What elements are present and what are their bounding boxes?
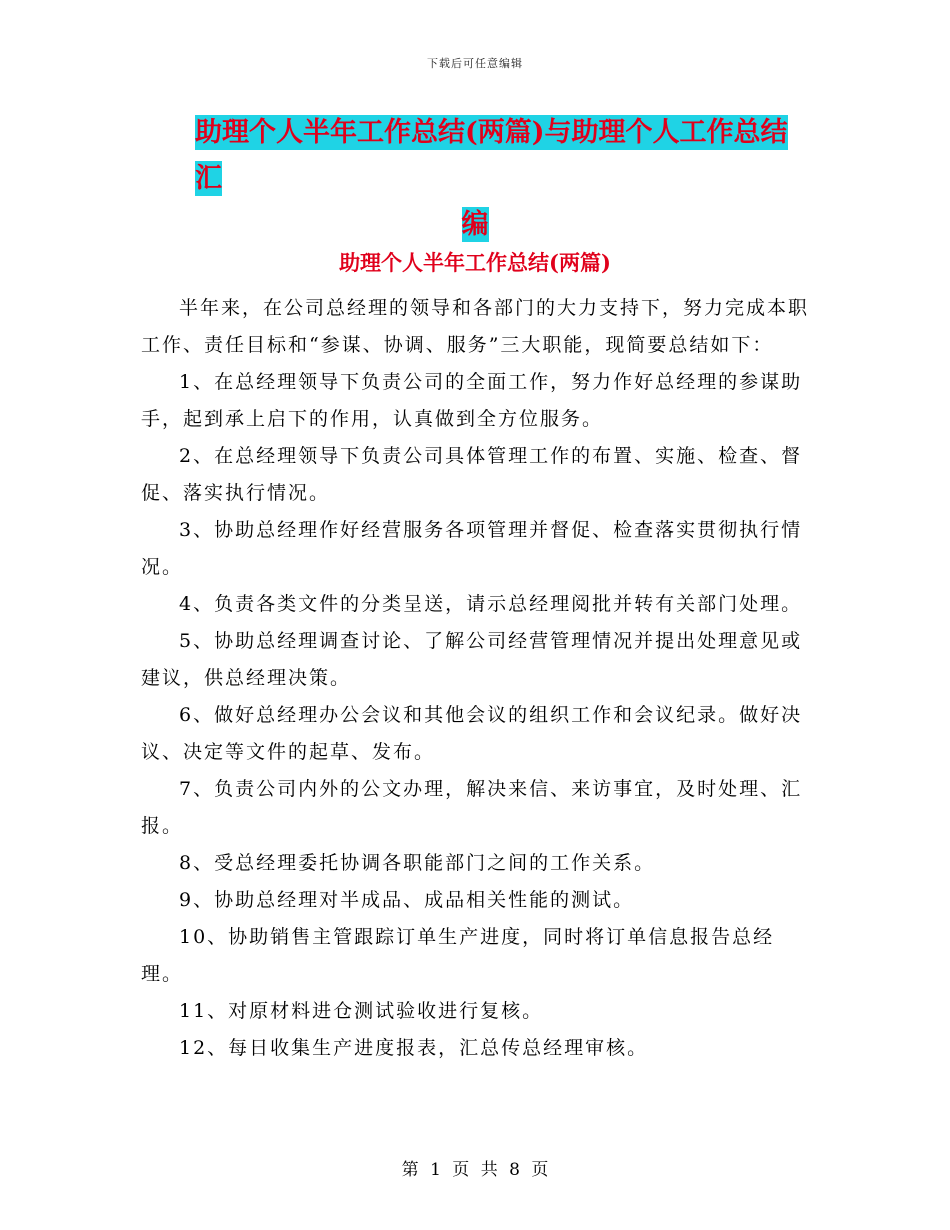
paragraph-intro: 半年来，在公司总经理的领导和各部门的大力支持下，努力完成本职工作、责任目标和“参谋、协调、服务”三大职能，现简要总结如下： [141,297,810,356]
paragraph-item: 2、在总经理领导下负责公司具体管理工作的布置、实施、检查、督促、落实执行情况。 [141,445,803,504]
paragraph-item: 12、每日收集生产进度报表，汇总传总经理审核。 [179,1037,649,1059]
paragraph-item: 6、做好总经理办公会议和其他会议的组织工作和会议纪录。做好决议、决定等文件的起草、发布。 [141,704,803,763]
paragraph-item: 1、在总经理领导下负责公司的全面工作，努力作好总经理的参谋助手，起到承上启下的作用，认真做到全方位服务。 [141,371,803,430]
page-number-footer: 第 1 页 共 8 页 [401,1160,549,1180]
page-header-note: 下载后可任意编辑 [427,57,523,70]
paragraph-item: 3、协助总经理作好经营服务各项管理并督促、检查落实贯彻执行情况。 [141,519,803,578]
document-title-line1: 助理个人半年工作总结(两篇)与助理个人工作总结汇 [195,117,788,194]
document-body [141,290,811,1067]
paragraph-item: 8、受总经理委托协调各职能部门之间的工作关系。 [179,852,656,874]
paragraph-item: 10、协助销售主管跟踪订单生产进度，同时将订单信息报告总经理。 [141,926,775,985]
document-title [195,110,805,248]
paragraph-item: 11、对原材料进仓测试验收进行复核。 [179,1000,544,1022]
paragraph-item: 4、负责各类文件的分类呈送，请示总经理阅批并转有关部门处理。 [179,593,803,615]
document-title-line2: 编 [461,209,489,240]
paragraph-item: 9、协助总经理对半成品、成品相关性能的测试。 [179,889,635,911]
paragraph-item: 5、协助总经理调查讨论、了解公司经营管理情况并提出处理意见或建议，供总经理决策。 [141,630,803,689]
section-title: 助理个人半年工作总结(两篇) [339,250,611,275]
paragraph-item: 7、负责公司内外的公文办理，解决来信、来访事宜，及时处理、汇报。 [141,778,803,837]
